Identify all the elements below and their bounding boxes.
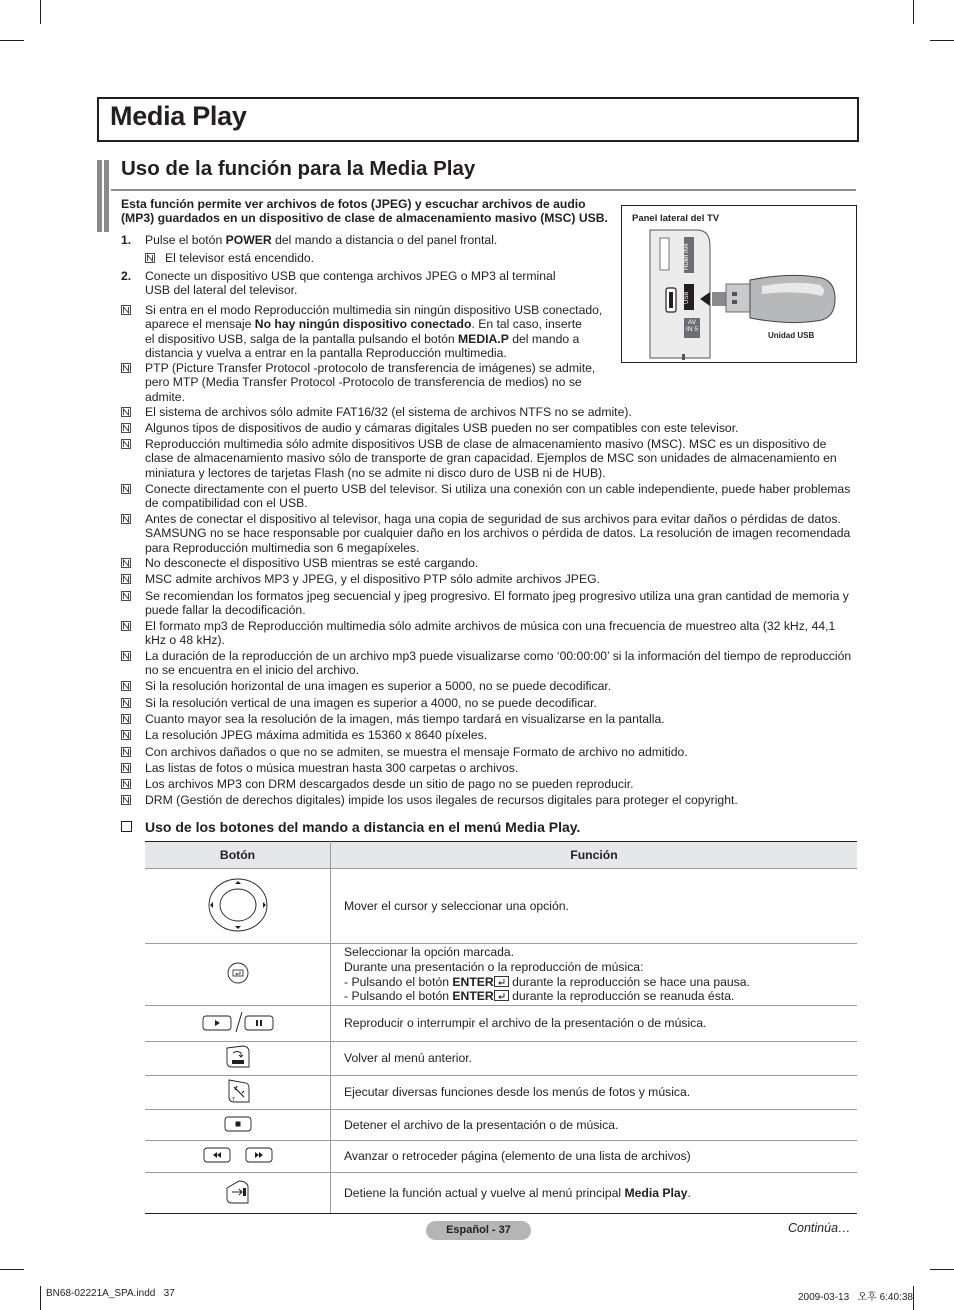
enter-icon [227,962,249,984]
usb-port-label: USB [684,291,690,305]
table-row [145,1042,857,1076]
note-icon [121,591,131,601]
note-line: Algunos tipos de dispositivos de audio y cámaras digitales USB pueden no ser compatibles con este televisor. [145,421,739,435]
column-header-function: Función [331,842,858,869]
note-icon [121,747,131,757]
table-row [145,1006,857,1042]
function-description: Detener el archivo de la presentación o de música. [331,1110,858,1141]
note-line: clase de almacenamiento masivo sólo de transporte de gran capacidad. Ejemplos de MSC son unidades de almacenamiento en [145,451,837,466]
continues-label: Continúa… [788,1221,851,1235]
return-icon [224,1043,252,1071]
note-line: Se recomiendan los formatos jpeg secuencial y jpeg progresivo. El formato jpeg progresivo utiliza una gran cantidad de memoria y [145,589,849,603]
note-icon [121,681,131,691]
stop-icon [224,1115,252,1133]
table-header-row [145,842,857,869]
note-line: Conecte directamente con el puerto USB del televisor. Si utiliza una conexión con un cable independiente, puede haber problemas [145,482,851,496]
table-row [145,1141,857,1173]
step-number: 1. [121,233,132,247]
function-description: Reproducir o interrumpir el archivo de la presentación o de música. [331,1006,858,1042]
note-line: SAMSUNG no se hace responsable por cualquier daño en los archivos o pérdida de datos. La resolución de imagen recomendada [145,526,851,541]
note-line: La duración de la reproducción de un archivo mp3 puede visualizarse como ‘00:00:00’ si la información del tiempo de reproducción [145,649,852,663]
note-line: Si la resolución horizontal de una imagen es superior a 5000, no se puede decodificar. [145,679,612,693]
table-row [145,869,857,944]
note-line: La resolución JPEG máxima admitida es 15360 x 8640 píxeles. [145,728,488,742]
note-line: Si la resolución vertical de una imagen es superior a 4000, no se puede decodificar. [145,696,597,710]
function-description: Ejecutar diversas funciones desde los menús de fotos y música. [331,1076,858,1110]
section-title: Uso de la función para la Media Play [121,157,476,180]
function-description: Volver al menú anterior. [331,1042,858,1076]
tools-icon [224,1077,252,1105]
section-bar [104,160,109,232]
note-line: admite. [145,389,185,404]
note-line: El formato mp3 de Reproducción multimedia sólo admite archivos de música con una frecuencia de muestreo alta (32 kHz, 44,1 [145,619,836,633]
exit-icon [224,1178,252,1206]
note-line: Las listas de fotos o música muestran hasta 300 carpetas o archivos. [145,761,519,775]
note-line: Con archivos dañados o que no se admiten, se muestra el mensaje Formato de archivo no admitido. [145,745,688,759]
note-line: No desconecte el dispositivo USB mientras se esté cargando. [145,556,479,570]
svg-text:T: T [231,1097,235,1103]
function-description: Avanzar o retroceder página (elemento de una lista de archivos) [331,1141,858,1173]
note-line: de compatibilidad con el USB. [145,496,308,511]
note-line: Reproducción multimedia sólo admite dispositivos USB de clase de almacenamiento masivo (MSC). MSC es un dispositivo de [145,437,827,451]
note-line: no se encuentra en el inicio del archivo. [145,663,360,678]
note-icon [121,423,131,433]
av-port-label: AV IN 5 [686,319,698,333]
dpad-icon [207,877,269,933]
note-icon [121,714,131,724]
step-1-text: Pulse el botón POWER del mando a distancia o del panel frontal. [145,233,498,247]
enter-symbol-icon [494,976,509,987]
note-line: DRM (Gestión de derechos digitales) impide los usos ilegales de recursos digitales para proteger el copyright. [145,793,738,807]
remote-buttons-table [145,841,857,1214]
note-icon [121,779,131,789]
rewind-ff-icon [203,1145,273,1165]
function-description: Mover el cursor y seleccionar una opción. [331,869,858,944]
note-icon [145,253,155,263]
note-line: Cuanto mayor sea la resolución de la imagen, más tiempo tardará en visualizarse en la pantalla. [145,712,665,726]
hdmi-port-label: HDMI IN4 [684,243,690,271]
table-row [145,1173,857,1214]
note-icon [121,305,131,315]
page-title: Media Play [110,101,247,131]
note-icon [121,558,131,568]
step-2-text: Conecte un dispositivo USB que contenga archivos JPEG o MP3 al terminal USB del lateral del televisor. [145,269,556,298]
usb-figure [621,205,857,363]
note-icon [121,439,131,449]
note-icon [121,763,131,773]
note-line: miniatura y lectores de tarjetas Flash (no se admite ni disco duro de USB ni de HUB). [145,465,606,480]
usb-label: Unidad USB [768,331,815,340]
note-icon [121,795,131,805]
table-row [145,1076,857,1110]
note-line: PTP (Picture Transfer Protocol -protocolo de transferencia de imágenes) se admite, [145,361,596,375]
note-icon [121,698,131,708]
page-number-badge: Español - 37 [426,1221,531,1240]
table-row [145,944,857,1006]
note-line: Los archivos MP3 con DRM descargados desde un sitio de pago no se pueden reproducir. [145,777,634,791]
intro-text: Esta función permite ver archivos de fotos (JPEG) y escuchar archivos de audio (MP3) guardados en un dispositivo de clase de almacenamiento masivo (MSC) USB. [121,197,608,226]
enter-symbol-icon [494,990,509,1001]
note-line: para Reproducción multimedia son 6 megapíxeles. [145,540,420,555]
note-line: MSC admite archivos MP3 y JPEG, y el dispositivo PTP sólo admite archivos JPEG. [145,572,600,586]
note-line: pero MTP (Media Transfer Protocol -Protocolo de transferencia de medios) no se [145,375,582,390]
function-description: Detiene la función actual y vuelve al menú principal Media Play. [331,1173,858,1214]
note-icon [121,651,131,661]
panel-label: Panel lateral del TV [632,213,720,224]
footer-date: 2009-03-13 오후 6:40:38 [798,1292,913,1303]
note-icon [121,730,131,740]
note-icon [121,363,131,373]
checkbox-bullet-icon [121,821,132,832]
play-pause-icon [202,1010,274,1034]
usb-illustration [622,206,856,362]
function-description: Seleccionar la opción marcada. Durante una presentación o la reproducción de música: - Pulsando el botón ENTER durante la reproducción se hace una pausa. - Pulsando el botón ENTER durante la reproducción se reanuda ésta. [331,944,858,1006]
section-rule [111,189,856,191]
step-number: 2. [121,269,132,283]
note-icon [121,574,131,584]
note-icon [121,621,131,631]
note-line: puede fallar la decodificación. [145,603,306,618]
note-icon [121,407,131,417]
footer-file: BN68-02221A_SPA.indd 37 [46,1288,175,1299]
subsection-title: Uso de los botones del mando a distancia en el menú Media Play. [145,819,581,835]
table-row [145,1110,857,1141]
note-icon [121,484,131,494]
column-header-button: Botón [145,842,331,869]
page-title-box [97,97,859,142]
note-line: kHz o 48 kHz). [145,633,225,648]
section-bar [97,160,102,232]
note-line: Antes de conectar el dispositivo al televisor, haga una copia de seguridad de sus archivos para evitar daños o pérdidas de datos. [145,512,841,526]
note-icon [121,514,131,524]
note-line: El sistema de archivos sólo admite FAT16/32 (el sistema de archivos NTFS no se admite). [145,405,632,419]
